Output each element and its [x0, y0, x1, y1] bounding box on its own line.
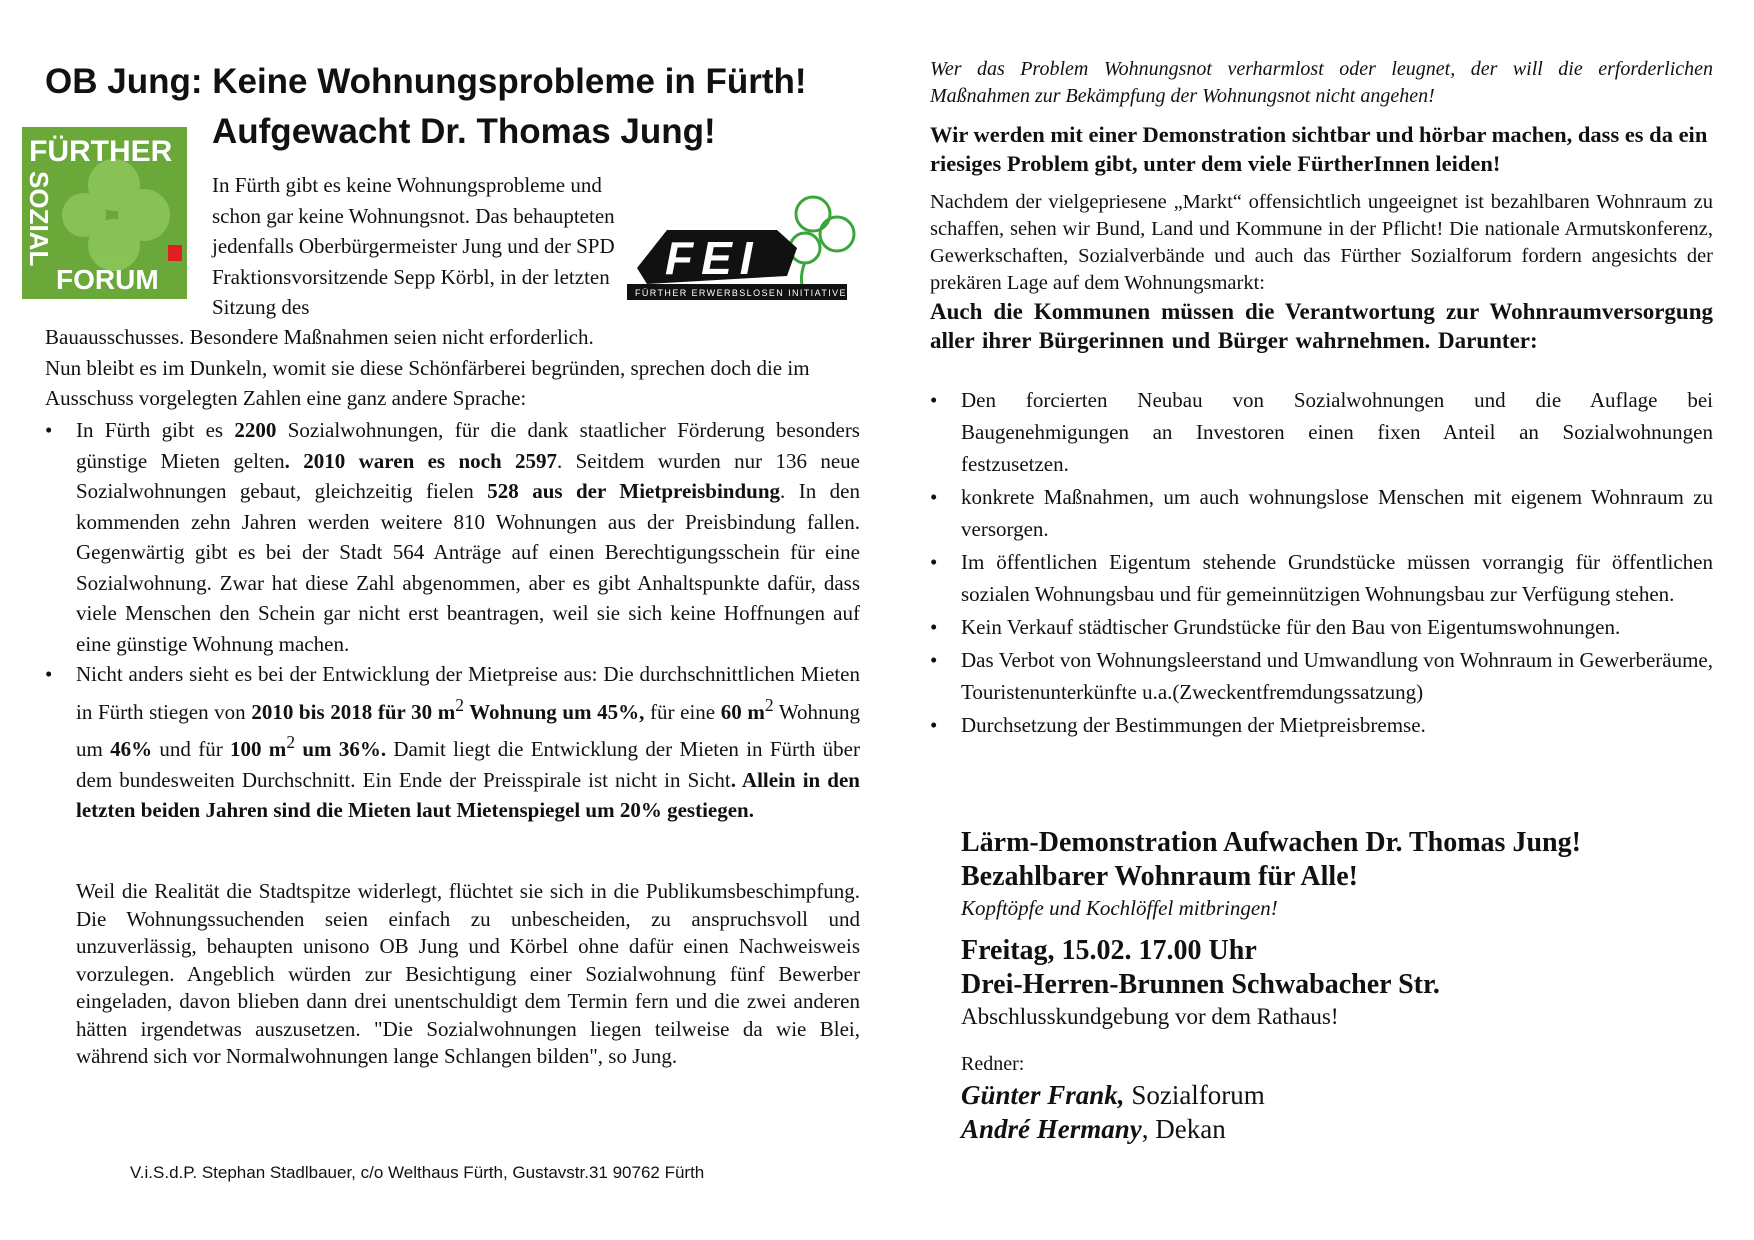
text-run: Nicht anders sieht es bei der Entwicklung der Mietpreise aus: Die durchschnittlichen Mieten in Fürth stiegen von: [76, 662, 860, 724]
kommunen-statement: Auch die Kommunen müssen die Verantwortung zur Wohnraumversorgung aller ihrer Bürgerinnen und Bürger wahrnehmen. Darunter:: [930, 299, 1713, 353]
intro-line: Nun bleibt es im Dunkeln, womit sie diese Schönfärberei begründen, sprechen doch die im Ausschuss vorgelegten Zahlen eine ganz andere Sprache:: [45, 355, 810, 410]
fei-logo: [627, 186, 867, 308]
list-item: • Im öffentlichen Eigentum stehende Grundstücke müssen vorrangig für öffentlichen sozialen Wohnungsbau und für gemeinnützigen Wohnungsbau zur Verfügung stehen.: [930, 546, 1713, 610]
bold-run: 2010 bis 2018 für 30 m: [251, 699, 456, 724]
text-run: Damit liegt die Entwicklung der Mieten in Fürth über dem bundesweiten Durchschnitt. Ein Ende der Preisspirale ist nicht in Sicht: [76, 737, 860, 792]
text-run: für eine: [644, 699, 721, 724]
intro-continuation: [45, 322, 860, 414]
event-note: Kopftöpfe und Kochlöffel mitbringen!: [961, 896, 1278, 920]
superscript: 2: [764, 694, 774, 715]
text-run: . Seitdem wurden nur 136 neue Sozialwohnungen gebaut, gleichzeitig fielen: [76, 448, 860, 503]
quote: Wer das Problem Wohnungsnot verharmlost oder leugnet, der will die erforderlichen Maßnahmen zur Bekämpfung der Wohnungsnot nicht angehen!: [930, 58, 1713, 107]
imprint-footer: V.i.S.d.P. Stephan Stadlbauer, c/o Welthaus Fürth, Gustavstr.31 90762 Fürth: [130, 1163, 705, 1182]
facts-list: [45, 415, 860, 826]
superscript: 2: [286, 732, 296, 752]
list-item: [45, 659, 860, 826]
bold-run: 2200: [234, 418, 277, 442]
page-title: OB Jung: Keine Wohnungsprobleme in Fürth!: [45, 62, 807, 101]
list-item: • konkrete Maßnahmen, um auch wohnungslose Menschen mit eigenem Wohnraum zu versorgen.: [930, 481, 1713, 545]
logo-word-top: FÜRTHER: [29, 135, 173, 168]
sozialforum-logo: [22, 127, 187, 299]
logo-word-side: SOZIAL: [24, 171, 54, 267]
intro-line: Bauausschusses. Besondere Maßnahmen seien nicht erforderlich.: [45, 325, 594, 349]
fei-caption: FÜRTHER ERWERBSLOSEN INITIATIVE: [635, 288, 847, 298]
speaker-name: André Hermany: [961, 1114, 1142, 1144]
event-closing: Abschlusskundgebung vor dem Rathaus!: [961, 1004, 1339, 1029]
bold-run: . 2010 waren es noch 2597: [284, 448, 557, 473]
bold-run: 46%: [110, 737, 153, 761]
logo-word-bottom: FORUM: [56, 264, 159, 295]
bold-run: um 36%.: [295, 737, 387, 761]
event-date: Freitag, 15.02. 17.00 Uhr: [961, 935, 1257, 966]
bold-run: 528 aus der Mietpreisbindung: [487, 479, 781, 503]
speaker-role: Sozialforum: [1124, 1080, 1265, 1110]
event-place: Drei-Herren-Brunnen Schwabacher Str.: [961, 969, 1440, 1000]
demo-statement: Wir werden mit einer Demonstration sichtbar und hörbar machen, dass es da ein riesiges Problem gibt, unter dem viele FürtherInnen leiden!: [930, 122, 1708, 176]
event-block: [961, 826, 1721, 1146]
speaker: [961, 1078, 1721, 1112]
list-item: • Den forcierten Neubau von Sozialwohnungen und die Auflage bei Baugenehmigungen an Investoren einen fixen Anteil an Sozialwohnungen festzusetzen.: [930, 384, 1713, 480]
closing-paragraph: Weil die Realität die Stadtspitze widerlegt, flüchtet sie sich in die Publikumsbeschimpfung. Die Wohnungssuchenden seien einfach zu unbescheiden, zu anspruchsvoll und unzuverlässig, behaupten unisono OB Jung und Körbel ohne dafür einen Nachweisweis vorzulegen. Angeblich würden zur Besichtigung einer Sozialwohnung fünf Bewerber eingeladen, davon blieben dann drei unentschuldigt dem Termin fern und die zwei anderen hätten irgendetwas auszusetzen. "Die Sozialwohnungen liegen teilweise da wie Blei, während sich vor Normalwohnungen lange Schlangen bilden", so Jung.: [76, 879, 860, 1068]
speakers-label: Redner:: [961, 1053, 1025, 1075]
text-run: und für: [152, 737, 231, 761]
list-item: • Durchsetzung der Bestimmungen der Mietpreisbremse.: [930, 709, 1713, 741]
bold-run: 100 m: [230, 737, 287, 761]
bold-run: . Allein in den letzten beiden Jahren sind die Mieten laut Mietenspiegel um 20% gestiegen.: [76, 767, 860, 822]
demands-intro: Nachdem der vielgepriesene „Markt“ offensichtlich ungeeignet ist bezahlbaren Wohnraum zu schaffen, sehen wir Bund, Land und Kommune in der Pflicht! Die nationale Armutskonferenz, Gewerkschaften, Sozialverbände und auch das Fürther Sozialforum fordern angesichts der prekären Lage auf dem Wohnungsmarkt:: [930, 191, 1713, 294]
page-subtitle: Aufgewacht Dr. Thomas Jung!: [212, 112, 716, 151]
speaker-name: Günter Frank,: [961, 1080, 1125, 1110]
fei-letters: FEI: [665, 232, 761, 284]
text-run: Sozialwohnungen, für die dank staatlicher Förderung besonders günstige Mieten gelten: [76, 418, 860, 473]
event-slogan: Bezahlbarer Wohnraum für Alle!: [961, 861, 1358, 892]
speaker-role: , Dekan: [1141, 1114, 1226, 1144]
text-run: Wohnung um: [76, 699, 861, 761]
text-run: . In den kommenden zehn Jahren werden weitere 810 Wohnungen aus der Preisbindung fallen. Gegenwärtig gibt es bei der Stadt 564 Anträge auf einen Berechtigungsschein für eine Sozialwohnung. Zwar hat diese Zahl abgenommen, aber es gibt Anhaltspunkte dafür, dass viele Menschen den Schein gar nicht erst beantragen, weil sie sich keine Hoffnungen auf eine günstige Wohnung machen.: [76, 479, 860, 656]
list-item: [45, 415, 860, 659]
text-run: In Fürth gibt es: [76, 418, 235, 442]
demands-list: [930, 384, 1713, 742]
superscript: 2: [455, 694, 464, 715]
event-title: Lärm-Demonstration Aufwachen Dr. Thomas Jung!: [961, 827, 1581, 858]
bold-run: Wohnung um 45%,: [463, 699, 645, 724]
list-item: • Kein Verkauf städtischer Grundstücke für den Bau von Eigentumswohnungen.: [930, 611, 1713, 643]
intro-paragraph: In Fürth gibt es keine Wohnungsprobleme und schon gar keine Wohnungsnot. Das behaupteten jedenfalls Oberbürgermeister Jung und der SPD Fraktionsvorsitzende Sepp Körbl, in der letzten Sitzung des: [212, 173, 615, 319]
list-item: • Das Verbot von Wohnungsleerstand und Umwandlung von Wohnraum in Gewerberäume, Touristenunterkünfte u.a.(Zweckentfremdungssatzung): [930, 644, 1713, 708]
bold-run: 60 m: [720, 699, 765, 724]
speaker: [961, 1112, 1721, 1146]
